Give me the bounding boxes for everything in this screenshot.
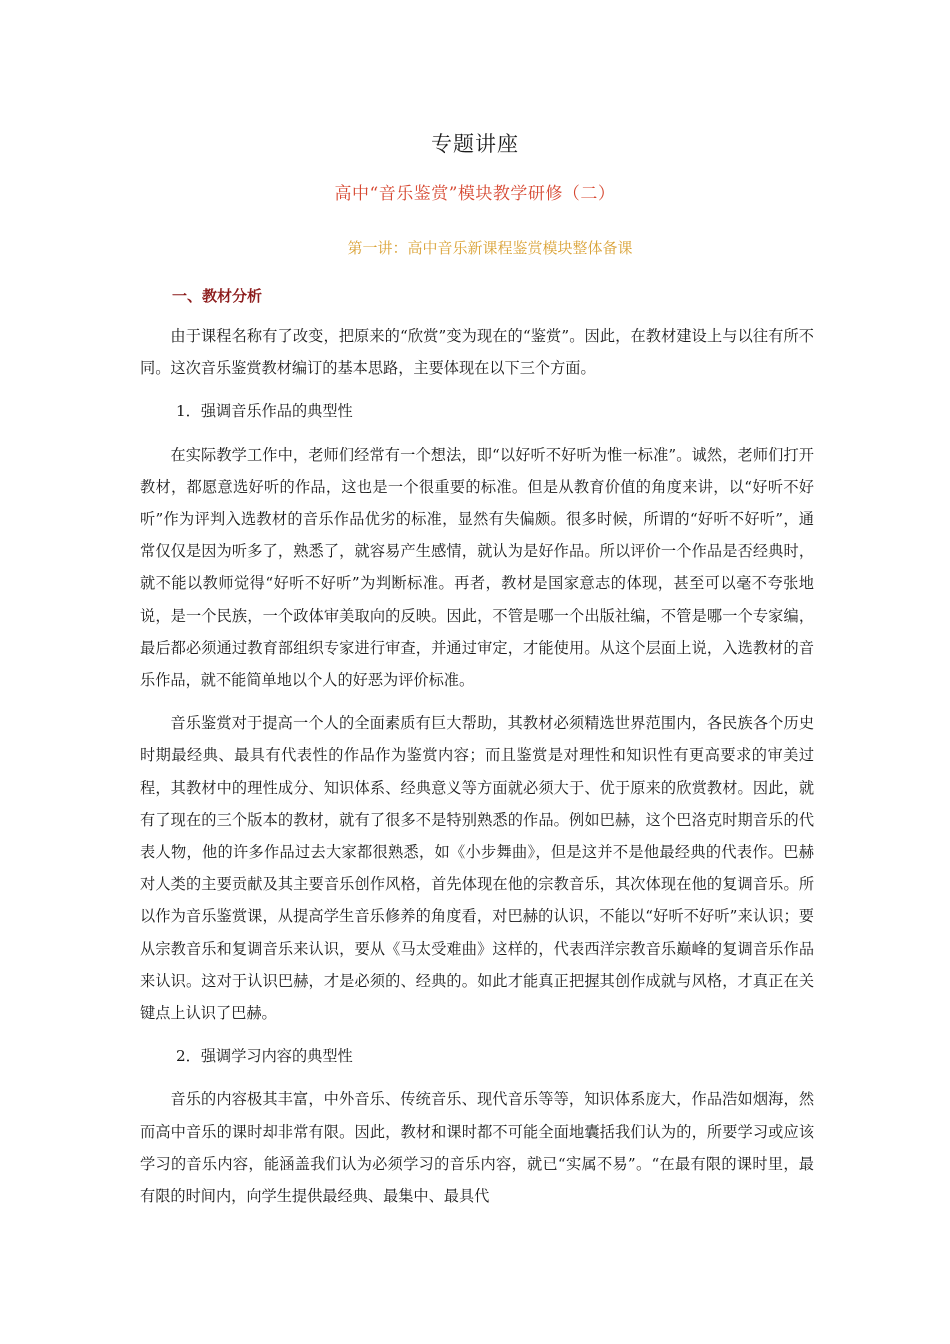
section-heading: 一、教材分析 (172, 287, 263, 305)
paragraph-point-2a: 音乐的内容极其丰富，中外音乐、传统音乐、现代音乐等等，知识体系庞大，作品浩如烟海，然而高中音乐的课时却非常有限。因此，教材和课时都不可能全面地囊括我们认为的，所要学习或应该学习的音乐内容，能涵盖我们认为必须学习的音乐内容，就已“实属不易”。“在最有限的课时里，最有限的时间内，向学生提供最经典、最集中、最具代 (140, 1090, 814, 1206)
page-title: 专题讲座 (431, 132, 519, 156)
paragraph-point-1a: 在实际教学工作中，老师们经常有一个想法，即“以好听不好听为惟一标准”。诚然，老师们打开教材，都愿意选好听的作品，这也是一个很重要的标准。但是从教育价值的角度来讲，以“好听不好听”作为评判入选教材的音乐作品优劣的标准，显然有失偏颇。很多时候，所谓的“好听不好听”，通常仅仅是因为听多了，熟悉了，就容易产生感情，就认为是好作品。所以评价一个作品是否经典时，就不能以教师觉得“好听不好听”为判断标准。再者，教材是国家意志的体现，甚至可以毫不夸张地说，是一个民族，一个政体审美取向的反映。因此，不管是哪一个出版社编，不管是哪一个专家编，最后都必须通过教育部组织专家进行审查，并通过审定，才能使用。从这个层面上说，入选教材的音乐作品，就不能简单地以个人的好恶为评价标准。 (140, 445, 814, 690)
point-1-heading: 1．强调音乐作品的典型性 (176, 402, 353, 421)
lecture-title: 第一讲：高中音乐新课程鉴赏模块整体备课 (347, 239, 633, 257)
paragraph-point-1b: 音乐鉴赏对于提高一个人的全面素质有巨大帮助，其教材必须精选世界范围内，各民族各个历史时期最经典、最具有代表性的作品作为鉴赏内容；而且鉴赏是对理性和知识性有更高要求的审美过程，其教材中的理性成分、知识体系、经典意义等方面就必须大于、优于原来的欣赏教材。因此，就有了现在的三个版本的教材，就有了很多不是特别熟悉的作品。例如巴赫，这个巴洛克时期音乐的代表人物，他的许多作品过去大家都很熟悉，如《小步舞曲》，但是这并不是他最经典的代表作。巴赫对人类的主要贡献及其主要音乐创作风格，首先体现在他的宗教音乐，其次体现在他的复调音乐。所以作为音乐鉴赏课，从提高学生音乐修养的角度看，对巴赫的认识，不能以“好听不好听”来认识；要从宗教音乐和复调音乐来认识，要从《马太受难曲》这样的，代表西洋宗教音乐巅峰的复调音乐作品来认识。这对于认识巴赫，才是必须的、经典的。如此才能真正把握其创作成就与风格，才真正在关键点上认识了巴赫。 (140, 714, 814, 1023)
paragraph-intro: 由于课程名称有了改变，把原来的“欣赏”变为现在的“鉴赏”。因此，在教材建设上与以往有所不同。这次音乐鉴赏教材编订的基本思路，主要体现在以下三个方面。 (140, 327, 814, 378)
body-text (140, 320, 814, 1223)
page-subtitle: 高中“音乐鉴赏”模块教学研修（二） (334, 184, 616, 204)
point-2-heading: 2．强调学习内容的典型性 (176, 1047, 353, 1066)
